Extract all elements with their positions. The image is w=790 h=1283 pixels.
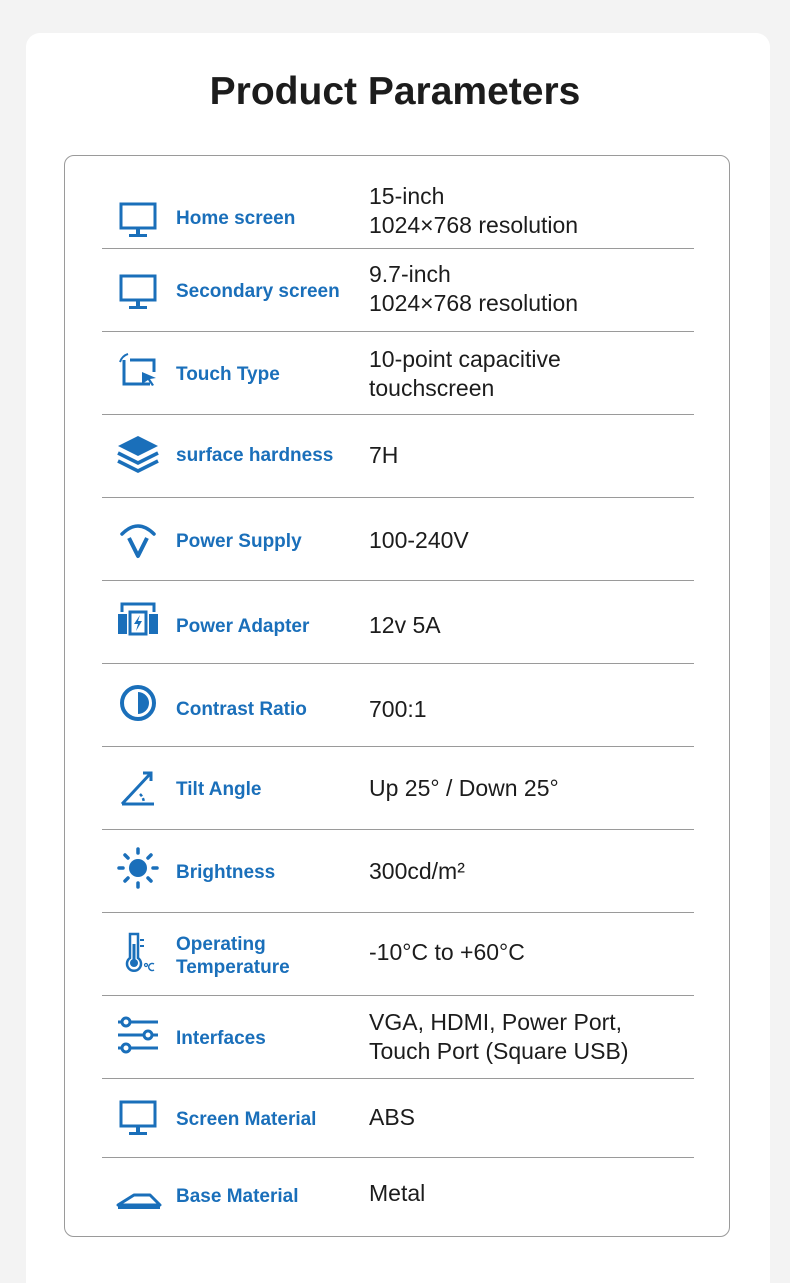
param-row-tilt-angle bbox=[102, 746, 694, 830]
param-value: 12v 5A bbox=[369, 612, 441, 638]
param-label: Operating Temperature bbox=[176, 934, 290, 978]
angle-icon bbox=[112, 766, 164, 810]
param-label: Power Adapter bbox=[176, 616, 310, 637]
param-row-power-supply bbox=[102, 497, 694, 581]
param-value: 300cd/m² bbox=[369, 858, 465, 884]
param-row-interfaces bbox=[102, 995, 694, 1079]
param-row-screen-material bbox=[102, 1078, 694, 1158]
param-value: 9.7-inch 1024×768 resolution bbox=[369, 261, 579, 316]
sliders-icon bbox=[112, 1013, 164, 1057]
contrast-icon bbox=[112, 681, 164, 725]
base-icon bbox=[112, 1173, 164, 1217]
param-label: surface hardness bbox=[176, 445, 334, 466]
param-row-operating-temperature bbox=[102, 912, 694, 996]
param-row-power-adapter bbox=[102, 580, 694, 664]
param-value: 7H bbox=[369, 442, 399, 468]
param-row-brightness bbox=[102, 829, 694, 913]
param-value: 10-point capacitive touchscreen bbox=[369, 346, 561, 401]
param-label: Secondary screen bbox=[176, 281, 340, 302]
page-title: Product Parameters bbox=[209, 70, 581, 113]
layers-icon bbox=[112, 432, 164, 476]
param-row-surface-hardness bbox=[102, 414, 694, 498]
param-row-secondary-screen bbox=[102, 248, 694, 332]
param-value: 700:1 bbox=[369, 696, 427, 722]
param-row-contrast-ratio bbox=[102, 663, 694, 747]
parameters-table bbox=[64, 155, 730, 1237]
touch-icon bbox=[112, 350, 164, 394]
thermometer-icon bbox=[112, 930, 164, 974]
param-value: VGA, HDMI, Power Port, Touch Port (Square USB) bbox=[369, 1009, 629, 1064]
monitor-icon bbox=[112, 1096, 164, 1140]
param-row-base-material bbox=[102, 1157, 694, 1237]
param-value: Up 25° / Down 25° bbox=[369, 775, 559, 801]
param-label: Touch Type bbox=[176, 364, 280, 385]
param-label: Base Material bbox=[176, 1186, 299, 1207]
param-row-touch-type bbox=[102, 331, 694, 415]
param-value: -10°C to +60°C bbox=[369, 939, 525, 965]
battery-icon bbox=[112, 598, 164, 642]
param-value: ABS bbox=[369, 1104, 416, 1130]
param-label: Power Supply bbox=[176, 531, 302, 552]
param-label: Brightness bbox=[176, 862, 276, 883]
param-value: 100-240V bbox=[369, 527, 469, 553]
param-label: Contrast Ratio bbox=[176, 699, 307, 720]
param-value: 15-inch 1024×768 resolution bbox=[369, 183, 579, 238]
monitor-icon bbox=[112, 198, 164, 242]
param-row-home-screen bbox=[102, 156, 694, 249]
param-value: Metal bbox=[369, 1180, 426, 1206]
param-label: Interfaces bbox=[176, 1028, 266, 1049]
voltage-icon bbox=[112, 516, 164, 560]
param-label: Home screen bbox=[176, 208, 296, 229]
param-label: Screen Material bbox=[176, 1109, 317, 1130]
sun-icon bbox=[112, 846, 164, 890]
monitor-icon bbox=[112, 270, 164, 314]
param-label: Tilt Angle bbox=[176, 779, 262, 800]
